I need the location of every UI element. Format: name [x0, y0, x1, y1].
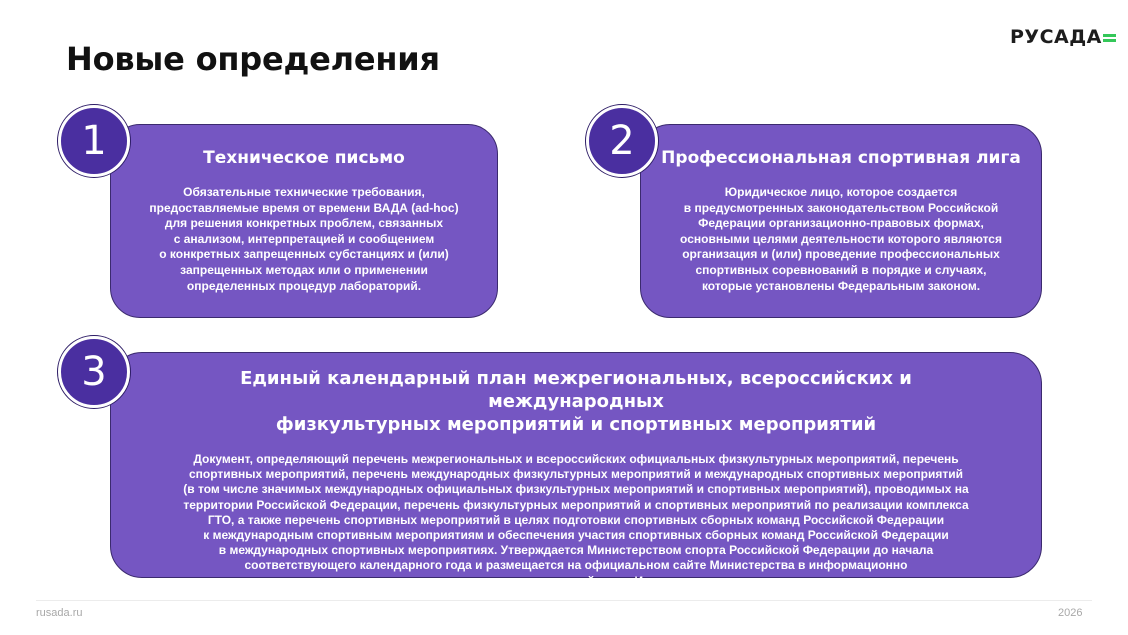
card-body-line: в международных спортивных мероприятиях. Утверждается Министерством спорта Российской Федерации до начала [218, 543, 934, 558]
card-body-line: для решения конкретных проблем, связанных [164, 216, 444, 231]
card-body-line: основными целями деятельности которого являются [680, 231, 1002, 246]
card-body-line: о конкретных запрещенных субстанциях и (или) [159, 247, 449, 262]
card-title-line: физкультурных мероприятий и спортивных мероприятий [275, 414, 877, 435]
number-badge-3: 3 [58, 336, 130, 408]
logo-equals-icon [1103, 31, 1116, 44]
card-body-line: Федерации организационно-правовых формах, [698, 216, 984, 231]
card-body-line: к международным спортивным мероприятиям и обеспечения участия спортивных сборных команд Российской Федерации [203, 528, 949, 543]
card-body-line: которые установлены Федеральным законом. [701, 278, 981, 293]
definition-card-professional-league [640, 124, 1042, 318]
card-body-line: спортивных соревнований в порядке и случаях, [695, 262, 987, 277]
page-title: Новые определения [66, 40, 440, 78]
card-title: Техническое письмо [203, 148, 405, 168]
card-body [659, 185, 1023, 294]
definition-card-technical-letter [110, 124, 498, 318]
number-badge-2: 2 [586, 105, 658, 177]
footer-year: 2026 [1058, 607, 1083, 619]
footer-divider [36, 600, 1092, 601]
definition-card-unified-calendar [110, 352, 1042, 588]
card-body-line: (в том числе значимых международных официальных физкультурных мероприятий и спортивных мероприятий), проводимых на [183, 482, 969, 497]
card-body-line: Документ, определяющий перечень межрегиональных и всероссийских официальных физкультурных мероприятий, перечень [193, 452, 959, 466]
card-title-line: Единый календарный план межрегиональных, всероссийских и международных [240, 368, 912, 412]
card-body-line: запрещенных методах или о применении [180, 262, 428, 277]
card-body-line: Юридическое лицо, которое создается [724, 185, 958, 199]
card-body-line: спортивных мероприятий, перечень международных физкультурных мероприятий и международных спортивных мероприятий [188, 467, 964, 482]
card-title: Профессиональная спортивная лига [661, 148, 1021, 168]
card-body-line: ГТО, а также перечень спортивных мероприятий в целях подготовки спортивных сборных команд Российской Федерации [207, 512, 945, 527]
rusada-logo [1010, 26, 1116, 48]
number-badge-1: 1 [58, 105, 130, 177]
card-body-line: организация и (или) проведение профессиональных [682, 247, 1000, 262]
card-body-line: телекоммуникационной сети «Интернет». [452, 573, 700, 588]
logo-text: РУСАДА [1010, 26, 1102, 48]
card-body-line: соответствующего календарного года и размещается на официальном сайте Министерства в информационно [244, 558, 908, 573]
card-body-line: предоставляемые время от времени ВАДА (ad-hoc) [149, 200, 459, 215]
card-body-line: с анализом, интерпретацией и сообщением [173, 231, 435, 246]
card-body-line: Обязательные технические требования, [183, 185, 425, 199]
footer-site: rusada.ru [36, 607, 83, 619]
card-body-line: в предусмотренных законодательством Российской [683, 200, 999, 215]
card-body [135, 185, 473, 294]
card-body [141, 452, 1011, 589]
card-body-line: территории Российской Федерации, перечень физкультурных мероприятий и спортивных мероприятий по реализации комплекса [183, 497, 969, 512]
card-body-line: определенных процедур лабораторий. [186, 278, 422, 293]
card-title [151, 367, 1001, 436]
